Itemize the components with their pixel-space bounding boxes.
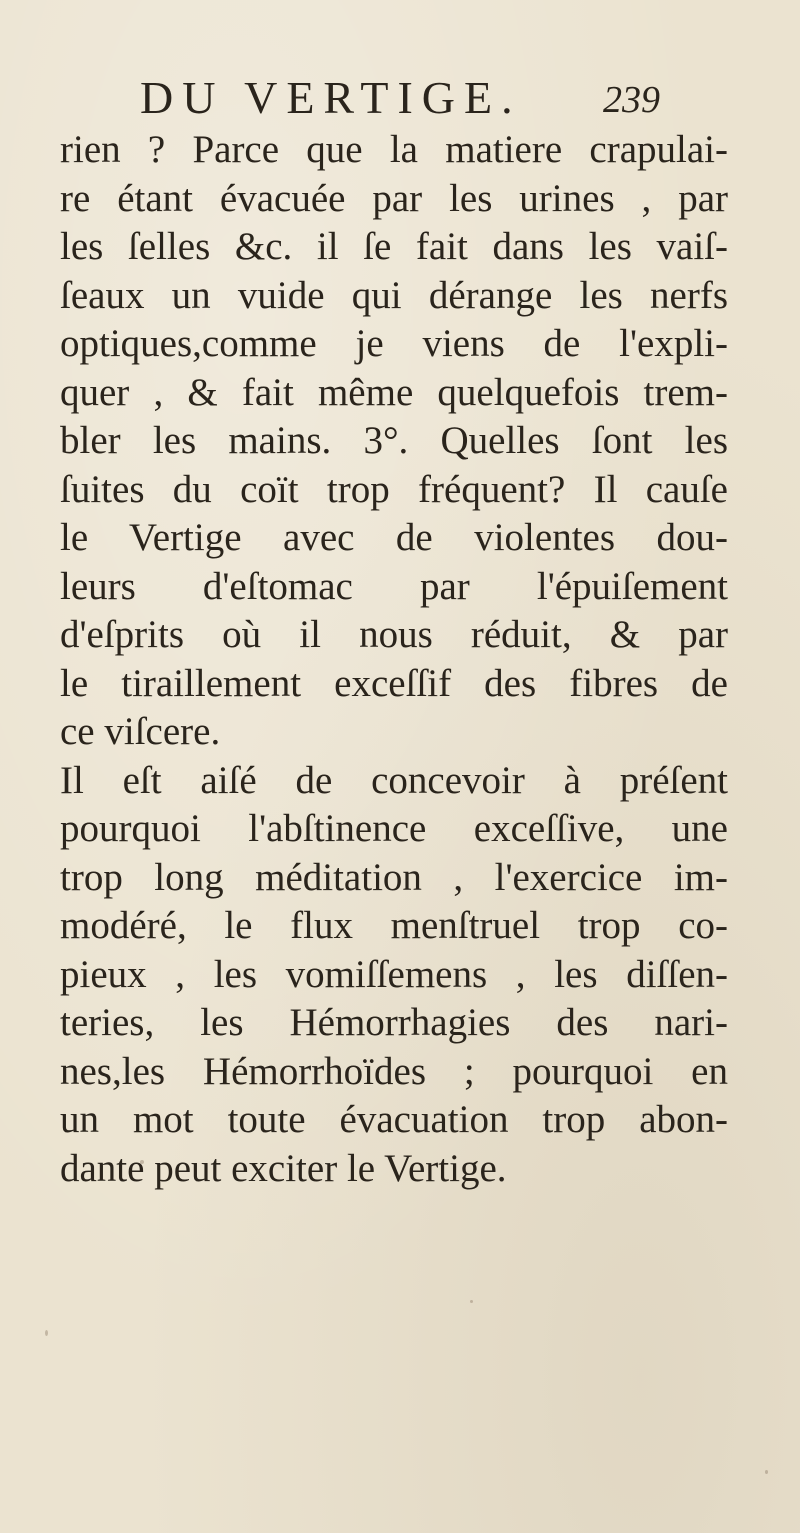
text-line: leurs d'eſtomac par l'épuiſement [60,564,728,608]
text-line: modéré, le flux menſtruel trop co- [60,904,728,947]
text-line: trop long méditation , l'exercice im- [60,855,728,899]
text-line: le tiraillement exceſſif des fibres de [60,661,728,705]
paper-speck [765,1470,768,1474]
text-line: rien ? Parce que la matiere crapulai- [60,128,728,171]
text-line: les ſelles &c. il ſe fait dans les vaiſ- [60,225,728,268]
text-line: quer , & fait même quelquefois trem- [60,370,728,414]
body-text [60,126,728,1193]
text-line: optiques,comme je viens de l'expli- [60,322,728,365]
page-number: 239 [603,79,660,121]
text-line: le Vertige avec de violentes dou- [60,516,728,559]
text-line: ſeaux un vuide qui dérange les nerfs [60,273,728,317]
running-title: DU VERTIGE. [140,72,522,123]
text-line: bler les mains. 3°. Quelles ſont les [60,419,728,462]
text-line: re étant évacuée par les urines , par [60,176,728,220]
text-line: dante peut exciter le Vertige. [60,1146,507,1190]
text-line: pourquoi l'abſtinence exceſſive, une [60,807,728,850]
text-line: ſuites du coït trop fréquent? Il cauſe [60,467,728,511]
text-line: pieux , les vomiſſemens , les diſſen- [60,952,728,996]
text-line: teries, les Hémorrhagies des nari- [60,1001,728,1044]
paper-speck [470,1300,473,1303]
paper-speck [140,1160,144,1164]
text-line: d'eſprits où il nous réduit, & par [60,613,728,656]
running-head [140,70,660,126]
paper-speck [45,1330,48,1336]
text-line: un mot toute évacuation trop abon- [60,1098,728,1141]
text-line: ce viſcere. [60,710,221,753]
text-line: nes,les Hémorrhoïdes ; pourquoi en [60,1049,728,1093]
paragraph-start-line: Il eſt aiſé de concevoir à préſent [60,758,728,802]
